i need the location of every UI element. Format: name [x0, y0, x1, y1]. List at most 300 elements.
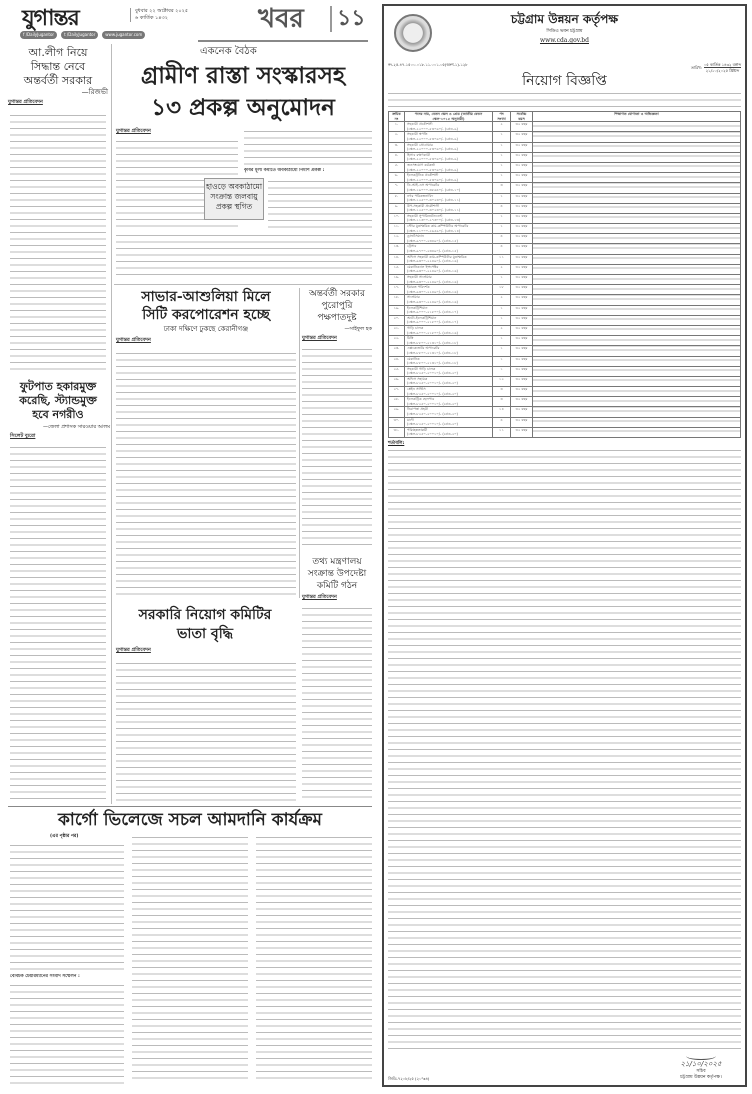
- ad-header: [388, 10, 741, 62]
- age-cell: ৩২ বছর: [511, 244, 533, 254]
- post-name: মেকানিক: [407, 356, 420, 361]
- footpath-story: [6, 380, 110, 440]
- post-name: সহকারী সুপারিনটেনডেন্ট: [407, 213, 443, 218]
- savar-byline: যুগান্তর প্রতিবেদন: [116, 337, 151, 343]
- interim-attribution: —সাইফুল হক: [344, 326, 372, 332]
- post-name: ইলেকট্রনিক প্রকৌশলী: [407, 173, 439, 178]
- job-row: [389, 346, 741, 356]
- age-cell: ৩২ বছর: [511, 132, 533, 142]
- count-cell: ১: [493, 193, 511, 203]
- ad-date: [691, 62, 741, 73]
- pay-scale: (স্কেল-৮৮০০-২১৩১০/- (গ্রেড-১৮): [407, 340, 458, 345]
- qualification-cell: [533, 275, 741, 285]
- allowance-body: [116, 660, 296, 801]
- serial-cell: ১৮.: [389, 295, 405, 305]
- age-cell: ৩২ বছর: [511, 427, 533, 437]
- job-row: [389, 397, 741, 407]
- footpath-attribution: —জেলা প্রশাসক সারওয়ার আলম: [42, 424, 110, 430]
- job-row: [389, 254, 741, 264]
- post-name: মালী: [407, 417, 414, 422]
- serial-cell: ১৫.: [389, 264, 405, 274]
- post-cell: [405, 132, 493, 142]
- serial-cell: ২৪.: [389, 356, 405, 366]
- post-cell: [405, 315, 493, 325]
- pay-scale: (স্কেল-১১৩০০-২৭৩০০/- (গ্রেড-১৩): [407, 218, 461, 223]
- count-cell: ২: [493, 264, 511, 274]
- age-cell: ৩২ বছর: [511, 193, 533, 203]
- pay-scale: (স্কেল-৯৩০০-২২৪৯০/- (গ্রেড-১৬): [407, 259, 458, 264]
- ad-intro: [388, 90, 741, 108]
- interim-body: [302, 346, 372, 546]
- job-row: [389, 427, 741, 437]
- pay-scale: (স্কেল-৯৭০০-২৩৪৯০/- (গ্রেড-১৫): [407, 238, 458, 243]
- cargo-body-col1b: [10, 982, 124, 1084]
- qualification-cell: [533, 152, 741, 162]
- column-divider: [299, 288, 300, 598]
- serial-cell: ৩১.: [389, 427, 405, 437]
- pay-scale: (স্কেল-২২০০০-৫৩০৬০/- (গ্রেড-৯): [407, 177, 458, 182]
- post-name: ড্রাফটসম্যান: [407, 234, 424, 239]
- qualification-cell: [533, 346, 741, 356]
- post-cell: [405, 346, 493, 356]
- age-cell: ৩২ বছর: [511, 417, 533, 427]
- serial-cell: ২৩.: [389, 346, 405, 356]
- pay-scale: (স্কেল-১২৫০০-৩০২৩০/- (গ্রেড-১১): [407, 208, 461, 213]
- count-cell: ২: [493, 122, 511, 132]
- job-row: [389, 387, 741, 397]
- qualification-cell: [533, 213, 741, 223]
- post-cell: [405, 193, 493, 203]
- count-cell: ২: [493, 325, 511, 335]
- post-cell: [405, 264, 493, 274]
- qualification-cell: [533, 356, 741, 366]
- masthead-rule: [198, 40, 368, 42]
- post-cell: [405, 285, 493, 295]
- count-cell: ১৪: [493, 407, 511, 417]
- column-divider: [111, 44, 112, 804]
- qualification-cell: [533, 183, 741, 193]
- count-cell: ১: [493, 152, 511, 162]
- serial-cell: ১০.: [389, 213, 405, 223]
- qualification-cell: [533, 142, 741, 152]
- job-row: [389, 356, 741, 366]
- pay-scale: (স্কেল-৯০০০-২১৮০০/- (গ্রেড-১৬): [407, 330, 458, 335]
- pay-scale: (স্কেল-৮২৫০-২০০১০/- (গ্রেড-২০): [407, 412, 458, 417]
- count-cell: ৩: [493, 183, 511, 193]
- post-name: ইলেকট্রিশিয়ান: [407, 305, 428, 310]
- count-cell: ১: [493, 224, 511, 234]
- qualification-cell: [533, 162, 741, 172]
- pay-scale: (স্কেল-৯৭০০-২৩৪৯০/- (গ্রেড-১৫): [407, 249, 458, 254]
- post-name: গাড়ি চালক: [407, 325, 424, 330]
- cargo-crosshead: বেবিচক চেয়ারম্যানের সংবাদ সম্মেলন :: [10, 974, 80, 979]
- age-cell: ৩২ বছর: [511, 224, 533, 234]
- count-cell: ১: [493, 132, 511, 142]
- qualification-cell: [533, 305, 741, 315]
- savar-body: [116, 350, 296, 596]
- job-row: [389, 325, 741, 335]
- awami-body: [10, 112, 106, 374]
- serial-cell: ২১.: [389, 325, 405, 335]
- post-cell: [405, 122, 493, 132]
- job-row: [389, 407, 741, 417]
- ecnec-subbox: হাওড়ে অবকাঠামো সংক্রান্ত জলবায়ু প্রকল্প স্থগিত: [204, 178, 264, 220]
- qualification-cell: [533, 376, 741, 386]
- age-cell: ৩২ বছর: [511, 275, 533, 285]
- section-title: খবর: [258, 4, 304, 34]
- post-name: হিসাব রক্ষণকারী: [407, 152, 431, 157]
- twitter-handle[interactable]: t /DailyJugantor: [61, 31, 98, 39]
- post-cell: [405, 224, 493, 234]
- post-name: স্টোর মুদ্রাক্ষরিক কাম-কম্পিউটার অপারেটর: [407, 224, 469, 229]
- post-name: সহকারী সার্ভেয়ার: [407, 275, 432, 279]
- serial-cell: ১৯.: [389, 305, 405, 315]
- count-cell: ১: [493, 275, 511, 285]
- qualification-cell: [533, 173, 741, 183]
- pay-scale: (স্কেল-৯৩০০-২২৪৯০/- (গ্রেড-১৬): [407, 299, 458, 304]
- age-cell: ৩২ বছর: [511, 356, 533, 366]
- count-cell: ১: [493, 142, 511, 152]
- social-links: [20, 31, 145, 39]
- serial-cell: ৬.: [389, 173, 405, 183]
- pay-scale: (স্কেল-৮৮০০-২১৩১০/- (গ্রেড-১৮): [407, 361, 458, 366]
- count-cell: ১: [493, 336, 511, 346]
- serial-cell: ১৩.: [389, 244, 405, 254]
- interim-story: [302, 288, 372, 342]
- savar-headline: সাভার-আশুলিয়া মিলে সিটি করপোরেশন হচ্ছে: [141, 289, 271, 323]
- info-ministry-body: [302, 605, 372, 802]
- job-row: [389, 132, 741, 142]
- count-cell: ১: [493, 173, 511, 183]
- awami-attribution: —রিজভী: [81, 88, 108, 96]
- age-cell: ৩২ বছর: [511, 122, 533, 132]
- website-link[interactable]: www.jugantor.com: [102, 31, 145, 39]
- job-row: [389, 142, 741, 152]
- age-cell: ৩২ বছর: [511, 142, 533, 152]
- job-row: [389, 122, 741, 132]
- post-cell: [405, 152, 493, 162]
- serial-cell: ২৫.: [389, 366, 405, 376]
- ad-website[interactable]: www.cda.gov.bd: [539, 37, 589, 44]
- pay-scale: (স্কেল-৯০০০-২১৮০০/- (গ্রেড-১৭): [407, 310, 458, 315]
- serial-cell: ৮.: [389, 193, 405, 203]
- job-table: [388, 111, 741, 438]
- pay-scale: (স্কেল-৮৮০০-২১৩১০/- (গ্রেড-১৮): [407, 350, 458, 355]
- post-name: জনসংযোগ কর্মকর্তা: [407, 162, 436, 167]
- pay-scale: (স্কেল-৯৩০০-২২৪৯০/- (গ্রেড-১৬): [407, 269, 458, 274]
- allowance-story: [114, 606, 296, 654]
- post-name: ডি.আই.এস অপারেটর: [407, 183, 440, 188]
- count-cell: ৩: [493, 397, 511, 407]
- pay-scale: (স্কেল-৮২৫০-২০০১০/- (গ্রেড-২০): [407, 371, 458, 376]
- qualification-cell: [533, 254, 741, 264]
- header-age: সর্বোচ্চ বয়স: [511, 112, 533, 122]
- serial-cell: ১৪.: [389, 254, 405, 264]
- count-cell: ৪: [493, 244, 511, 254]
- count-cell: ১: [493, 162, 511, 172]
- post-name: নিরাপত্তা প্রহরী: [407, 407, 428, 412]
- post-cell: [405, 234, 493, 244]
- post-cell: [405, 162, 493, 172]
- serial-cell: ৩.: [389, 142, 405, 152]
- pay-scale: (স্কেল-১৬০০০-৩৮৬৪০/- (গ্রেড-১০): [407, 187, 461, 192]
- age-cell: ৩২ বছর: [511, 173, 533, 183]
- post-name: প্লেইন সার্ভিস: [407, 387, 426, 392]
- qualification-cell: [533, 315, 741, 325]
- serial-cell: ৩০.: [389, 417, 405, 427]
- header-count: পদ সংখ্যা: [493, 112, 511, 122]
- post-name: ইলেকট্রিক হেলপার: [407, 397, 435, 402]
- job-row: [389, 203, 741, 213]
- qualification-cell: [533, 193, 741, 203]
- age-cell: ৩২ বছর: [511, 285, 533, 295]
- count-cell: ৪: [493, 234, 511, 244]
- ad-org-name: চট্টগ্রাম উন্নয়ন কর্তৃপক্ষ: [510, 12, 619, 26]
- footpath-body: [10, 444, 106, 800]
- pay-scale: (স্কেল-২২০০০-৫৩০৬০/- (গ্রেড-৯): [407, 147, 458, 152]
- job-row: [389, 244, 741, 254]
- cargo-continuation: (এর পৃষ্ঠার পর): [50, 834, 79, 839]
- qualification-cell: [533, 417, 741, 427]
- job-row: [389, 417, 741, 427]
- serial-cell: ৭.: [389, 183, 405, 193]
- age-cell: ৩২ বছর: [511, 203, 533, 213]
- facebook-handle[interactable]: f /DailyJugantor: [20, 31, 57, 39]
- job-row: [389, 162, 741, 172]
- age-cell: ৩২ বছর: [511, 162, 533, 172]
- footpath-headline: ফুটপাত হকারমুক্ত করেছি, স্ট্যান্ডমুক্ত হবে নগরীও: [19, 380, 97, 421]
- section-divider: [8, 806, 372, 807]
- post-name: সহকারী স্থপতি: [407, 132, 428, 137]
- ad-footer: [388, 1052, 741, 1081]
- post-cell: [405, 407, 493, 417]
- header-serial: ক্রমিক নং: [389, 112, 405, 122]
- age-cell: ৩২ বছর: [511, 325, 533, 335]
- serial-cell: ২৯.: [389, 407, 405, 417]
- cargo-headline: কার্গো ভিলেজে সচল আমদানি কার্যক্রম: [58, 810, 322, 830]
- count-cell: ১: [493, 315, 511, 325]
- cda-logo: [394, 14, 432, 52]
- post-cell: [405, 325, 493, 335]
- job-row: [389, 336, 741, 346]
- pay-scale: (স্কেল-৮২৫০-২০০১০/- (গ্রেড-২০): [407, 381, 458, 386]
- info-ministry-headline: তথ্য মন্ত্রণালয় সংক্রান্ত উপদেষ্টা কমিটি গঠন: [307, 557, 367, 591]
- ecnec-body-col2: [244, 128, 372, 166]
- pay-scale: (স্কেল-২২০০০-৫৩০৬০/- (গ্রেড-৯): [407, 136, 458, 141]
- serial-cell: ২৭.: [389, 387, 405, 397]
- post-name: সহকারী প্রোগ্রামার: [407, 142, 433, 147]
- age-cell: ৩২ বছর: [511, 295, 533, 305]
- job-row: [389, 234, 741, 244]
- qualification-cell: [533, 427, 741, 437]
- post-cell: [405, 254, 493, 264]
- qualification-cell: [533, 264, 741, 274]
- newspaper-logo: যুগান্তর: [22, 5, 79, 31]
- qualification-cell: [533, 122, 741, 132]
- awami-byline: যুগান্তর প্রতিবেদন: [8, 99, 43, 105]
- post-name: সহকারী প্রকৌশলী: [407, 122, 433, 127]
- job-row: [389, 315, 741, 325]
- ecnec-kicker: একনেক বৈঠক: [200, 46, 257, 57]
- post-name: এক্সকেভেটর অপারেটর: [407, 346, 440, 351]
- post-cell: [405, 173, 493, 183]
- pay-scale: (স্কেল-১২৫০০-৩০২৩০/- (গ্রেড-১১): [407, 198, 461, 203]
- job-row: [389, 264, 741, 274]
- count-cell: ১: [493, 356, 511, 366]
- interim-headline: অন্তর্বর্তী সরকার পুরোপুরি পক্ষপাতদুষ্ট: [309, 289, 365, 323]
- job-row: [389, 376, 741, 386]
- age-cell: ৩২ বছর: [511, 213, 533, 223]
- section-divider: [114, 284, 372, 285]
- post-cell: [405, 417, 493, 427]
- page-number: ১১: [330, 6, 366, 32]
- post-name: ট্রেসার: [407, 244, 417, 249]
- signature-date: ২১/১০/২০২৫: [680, 1060, 722, 1068]
- age-cell: ৩২ বছর: [511, 387, 533, 397]
- cargo-body-col3: [256, 834, 372, 1084]
- ecnec-body-lower: [116, 232, 372, 280]
- job-row: [389, 285, 741, 295]
- qualification-cell: [533, 203, 741, 213]
- age-cell: ৩২ বছর: [511, 305, 533, 315]
- serial-cell: ১.: [389, 122, 405, 132]
- post-cell: [405, 244, 493, 254]
- ad-address: সিডিএ ভবন চট্টগ্রাম: [546, 29, 583, 34]
- ad-date-english: ২১/১০/২০২৫ খ্রিষ্টাব্দ: [705, 68, 740, 73]
- serial-cell: ১১.: [389, 224, 405, 234]
- qualification-cell: [533, 244, 741, 254]
- awami-headline: আ.লীগ নিয়ে সিদ্ধান্ত নেবে অন্তর্বর্তী সরকার: [23, 46, 93, 87]
- post-cell: [405, 305, 493, 315]
- job-row: [389, 213, 741, 223]
- post-name: মিস্ত্রি: [407, 336, 414, 341]
- qualification-cell: [533, 234, 741, 244]
- post-name: সার্ভেয়ার: [407, 295, 420, 300]
- serial-cell: ৯.: [389, 203, 405, 213]
- date-bengali: ৬ কার্তিক ১৪৩২: [135, 15, 169, 21]
- post-cell: [405, 183, 493, 193]
- post-cell: [405, 397, 493, 407]
- serial-cell: ১২.: [389, 234, 405, 244]
- count-cell: ১১: [493, 427, 511, 437]
- job-row: [389, 366, 741, 376]
- ad-memo-number: নং-২৫.৪৭.১৫০০.০১৮.১১.০০১.০৫(অংশ-১)-১২৮: [388, 62, 468, 67]
- serial-cell: ১৬.: [389, 275, 405, 285]
- post-cell: [405, 213, 493, 223]
- ad-conditions-label: শর্তাবলি:: [388, 441, 405, 446]
- qualification-cell: [533, 325, 741, 335]
- job-row: [389, 183, 741, 193]
- age-cell: ৩২ বছর: [511, 254, 533, 264]
- ad-conditions-body: [388, 447, 741, 1049]
- qualification-cell: [533, 387, 741, 397]
- qualification-cell: [533, 295, 741, 305]
- count-cell: ২: [493, 295, 511, 305]
- post-name: অফিস সহকারী কাম-কম্পিউটার মুদ্রাক্ষরিক: [407, 254, 467, 259]
- interim-byline: যুগান্তর প্রতিবেদন: [302, 335, 337, 341]
- age-cell: ৩২ বছর: [511, 264, 533, 274]
- count-cell: ৪: [493, 417, 511, 427]
- savar-subhead: ঢাকা দক্ষিণে ঢুকছে কেরানীগঞ্জ: [163, 325, 249, 333]
- job-row: [389, 193, 741, 203]
- count-cell: ৩: [493, 387, 511, 397]
- qualification-cell: [533, 366, 741, 376]
- serial-cell: ২৮.: [389, 397, 405, 407]
- post-cell: [405, 427, 493, 437]
- post-name: অফিস সহায়ক: [407, 376, 428, 381]
- issue-date: [130, 8, 188, 22]
- date-gregorian: বুধবার ২২ অক্টোবর ২০২৫: [135, 8, 189, 14]
- pay-scale: (স্কেল-৯০০০-২১৮০০/- (গ্রেড-১৭): [407, 320, 458, 325]
- pay-scale: (স্কেল-৮২৫০-২০০১০/- (গ্রেড-২০): [407, 401, 458, 406]
- post-name: পরিচ্ছন্নতাকর্মী: [407, 427, 428, 432]
- post-name: উপ-সহকারী প্রকৌশলী: [407, 203, 440, 208]
- ad-meta-row: [388, 62, 741, 73]
- job-row: [389, 295, 741, 305]
- job-row: [389, 224, 741, 234]
- ad-code: জিডি-৭২০৮/২৫ (২০"x৪): [388, 1076, 430, 1081]
- age-cell: ৩২ বছর: [511, 366, 533, 376]
- post-name: মেকানিক্যাল ইন্সপেক্টর: [407, 264, 439, 269]
- ad-date-label: তারিখ:: [690, 65, 702, 70]
- post-cell: [405, 356, 493, 366]
- info-ministry-story: [300, 556, 374, 601]
- post-cell: [405, 295, 493, 305]
- age-cell: ৩২ বছর: [511, 152, 533, 162]
- header-post: পদের নাম, বেতন স্কেল ও গ্রেড (জাতীয় বেতন স্কেল-২০১৫ অনুযায়ী): [405, 112, 493, 122]
- serial-cell: ২২.: [389, 336, 405, 346]
- post-cell: [405, 336, 493, 346]
- count-cell: ১: [493, 305, 511, 315]
- signature-icon: [686, 1052, 716, 1060]
- pay-scale: (স্কেল-৮২৫০-২০০১০/- (গ্রেড-২০): [407, 432, 458, 437]
- ad-date-bengali: ০৫ কার্তিক ১৪৩২ বঙ্গাব্দ: [703, 62, 741, 67]
- pay-scale: (স্কেল-৯৩০০-২২৪৯০/- (গ্রেড-১৬): [407, 279, 458, 284]
- job-row: [389, 305, 741, 315]
- age-cell: ৩২ বছর: [511, 397, 533, 407]
- header-qualification: শিক্ষাগত যোগ্যতা ও অভিজ্ঞতা: [533, 112, 741, 122]
- post-cell: [405, 142, 493, 152]
- serial-cell: ২০.: [389, 315, 405, 325]
- pay-scale: (স্কেল-৮২৫০-২০০১০/- (গ্রেড-২০): [407, 391, 458, 396]
- count-cell: ১২: [493, 376, 511, 386]
- job-row: [389, 173, 741, 183]
- allowance-headline: সরকারি নিয়োগ কমিটির ভাতা বৃদ্ধি: [138, 607, 272, 642]
- awami-story: [8, 46, 108, 106]
- signatory-org: চট্টগ্রাম উন্নয়ন কর্তৃপক্ষ।: [680, 1075, 722, 1080]
- age-cell: ৩২ বছর: [511, 234, 533, 244]
- qualification-cell: [533, 407, 741, 417]
- post-cell: [405, 366, 493, 376]
- age-cell: ৩২ বছর: [511, 315, 533, 325]
- age-cell: ৩২ বছর: [511, 346, 533, 356]
- post-name: সহকারী গাড়ি চালক: [407, 366, 436, 371]
- pay-scale: (স্কেল-২২০০০-৫৩০৬০/- (গ্রেড-৯): [407, 157, 458, 162]
- post-cell: [405, 387, 493, 397]
- count-cell: ৪: [493, 203, 511, 213]
- pay-scale: (স্কেল-৮২৫০-২০০১০/- (গ্রেড-২০): [407, 422, 458, 427]
- pay-scale: (স্কেল-১১০০০-২৬৫৯০/- (গ্রেড-১৪): [407, 228, 461, 233]
- serial-cell: ১৭.: [389, 285, 405, 295]
- qualification-cell: [533, 397, 741, 407]
- qualification-cell: [533, 285, 741, 295]
- cargo-body-col1: [10, 842, 124, 972]
- count-cell: ১: [493, 346, 511, 356]
- allowance-byline: যুগান্তর প্রতিবেদন: [116, 647, 151, 653]
- post-name: নগর পরিকল্পনাবিদ: [407, 193, 434, 198]
- age-cell: ৩২ বছর: [511, 407, 533, 417]
- ecnec-headline: গ্রামীণ রাস্তা সংস্কারসহ ১৩ প্রকল্প অনুমোদন: [141, 62, 345, 121]
